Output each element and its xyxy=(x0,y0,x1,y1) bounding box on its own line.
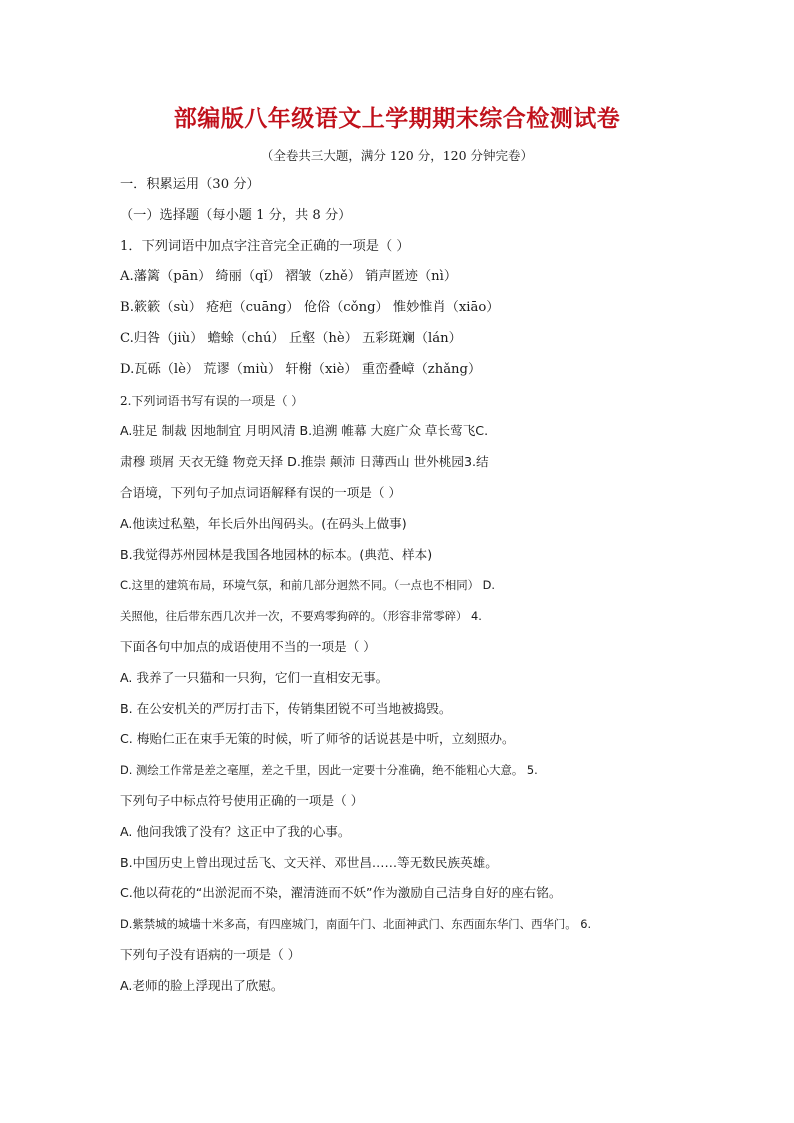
question-4-option-d: D. 测绘工作常是差之毫厘，差之千里，因此一定要十分准确，绝不能粗心大意。 5. xyxy=(120,763,538,778)
question-2-options-line-2: 肃穆 琐屑 天衣无缝 物竞天择 D.推崇 颠沛 日薄西山 世外桃园3.结 xyxy=(120,454,489,470)
question-3-option-c: C.这里的建筑布局，环境气氛，和前几部分迥然不同。（一点也不相同） D. xyxy=(120,578,495,593)
page-title: 部编版八年级语文上学期期末综合检测试卷 xyxy=(173,106,621,132)
question-5-option-b: B.中国历史上曾出现过岳飞、文天祥、邓世昌……等无数民族英雄。 xyxy=(120,854,498,870)
question-5-option-a: A. 他问我饿了没有？这正中了我的心事。 xyxy=(120,823,351,839)
question-6: 下列句子没有语病的一项是（ ） xyxy=(120,946,301,962)
question-1-option-b: B.簌簌（sù） 疮疤（cuāng） 伧俗（cǒng） 惟妙惟肖（xiāo） xyxy=(120,300,500,316)
question-4-option-c: C. 梅贻仁正在束手无策的时候，听了师爷的话说甚是中听，立刻照办。 xyxy=(120,731,515,747)
question-1-option-c: C.归咎（jiù） 蟾蜍（chú） 丘壑（hè） 五彩斑斓（lán） xyxy=(120,330,462,346)
question-5-option-c: C.他以荷花的“出淤泥而不染，濯清涟而不妖”作为激励自己洁身自好的座右铭。 xyxy=(120,885,562,901)
question-2-options-line-1: A.驻足 制裁 因地制宜 月明风清 B.追溯 帷幕 大庭广众 草长莺飞C. xyxy=(120,423,489,439)
section-heading: 一．积累运用（30 分） xyxy=(120,177,260,192)
question-2: 2.下列词语书写有误的一项是（ ） xyxy=(120,393,304,408)
question-5: 下列句子中标点符号使用正确的一项是（ ） xyxy=(120,792,364,808)
question-4-option-a: A. 我养了一只猫和一只狗，它们一直相安无事。 xyxy=(120,669,389,685)
question-3-option-d: 关照他，往后带东西几次并一次，不要鸡零狗碎的。（形容非常零碎） 4. xyxy=(120,609,482,624)
question-5-option-d: D.紫禁城的城墙十米多高，有四座城门，南面午门、北面神武门、东西面东华门、西华门。 6. xyxy=(120,917,592,932)
question-6-option-a: A.老师的脸上浮现出了欣慰。 xyxy=(120,977,284,993)
question-3-option-b: B.我觉得苏州园林是我国各地园林的标本。(典范、样本) xyxy=(120,546,433,562)
question-3-option-a: A.他读过私塾，年长后外出闯码头。(在码头上做事) xyxy=(120,515,407,531)
subsection-heading: （一）选择题（每小题 1 分，共 8 分） xyxy=(120,207,352,223)
question-3: 合语境，下列句子加点词语解释有误的一项是（ ） xyxy=(120,484,402,500)
question-4-option-b: B. 在公安机关的严厉打击下，传销集团锐不可当地被捣毁。 xyxy=(120,700,452,716)
page-subtitle: （全卷共三大题，满分 120 分，120 分钟完卷） xyxy=(260,148,534,163)
exam-body xyxy=(120,170,680,1002)
question-1-option-d: D.瓦砾（lè） 荒谬（miù） 轩榭（xiè） 重峦叠嶂（zhǎng） xyxy=(120,361,482,377)
question-1-option-a: A.藩篱（pān） 绮丽（qǐ） 褶皱（zhě） 销声匿迹（nì） xyxy=(120,269,458,285)
question-4: 下面各句中加点的成语使用不当的一项是（ ） xyxy=(120,638,376,654)
question-1: 1．下列词语中加点字注音完全正确的一项是（ ） xyxy=(120,238,410,254)
